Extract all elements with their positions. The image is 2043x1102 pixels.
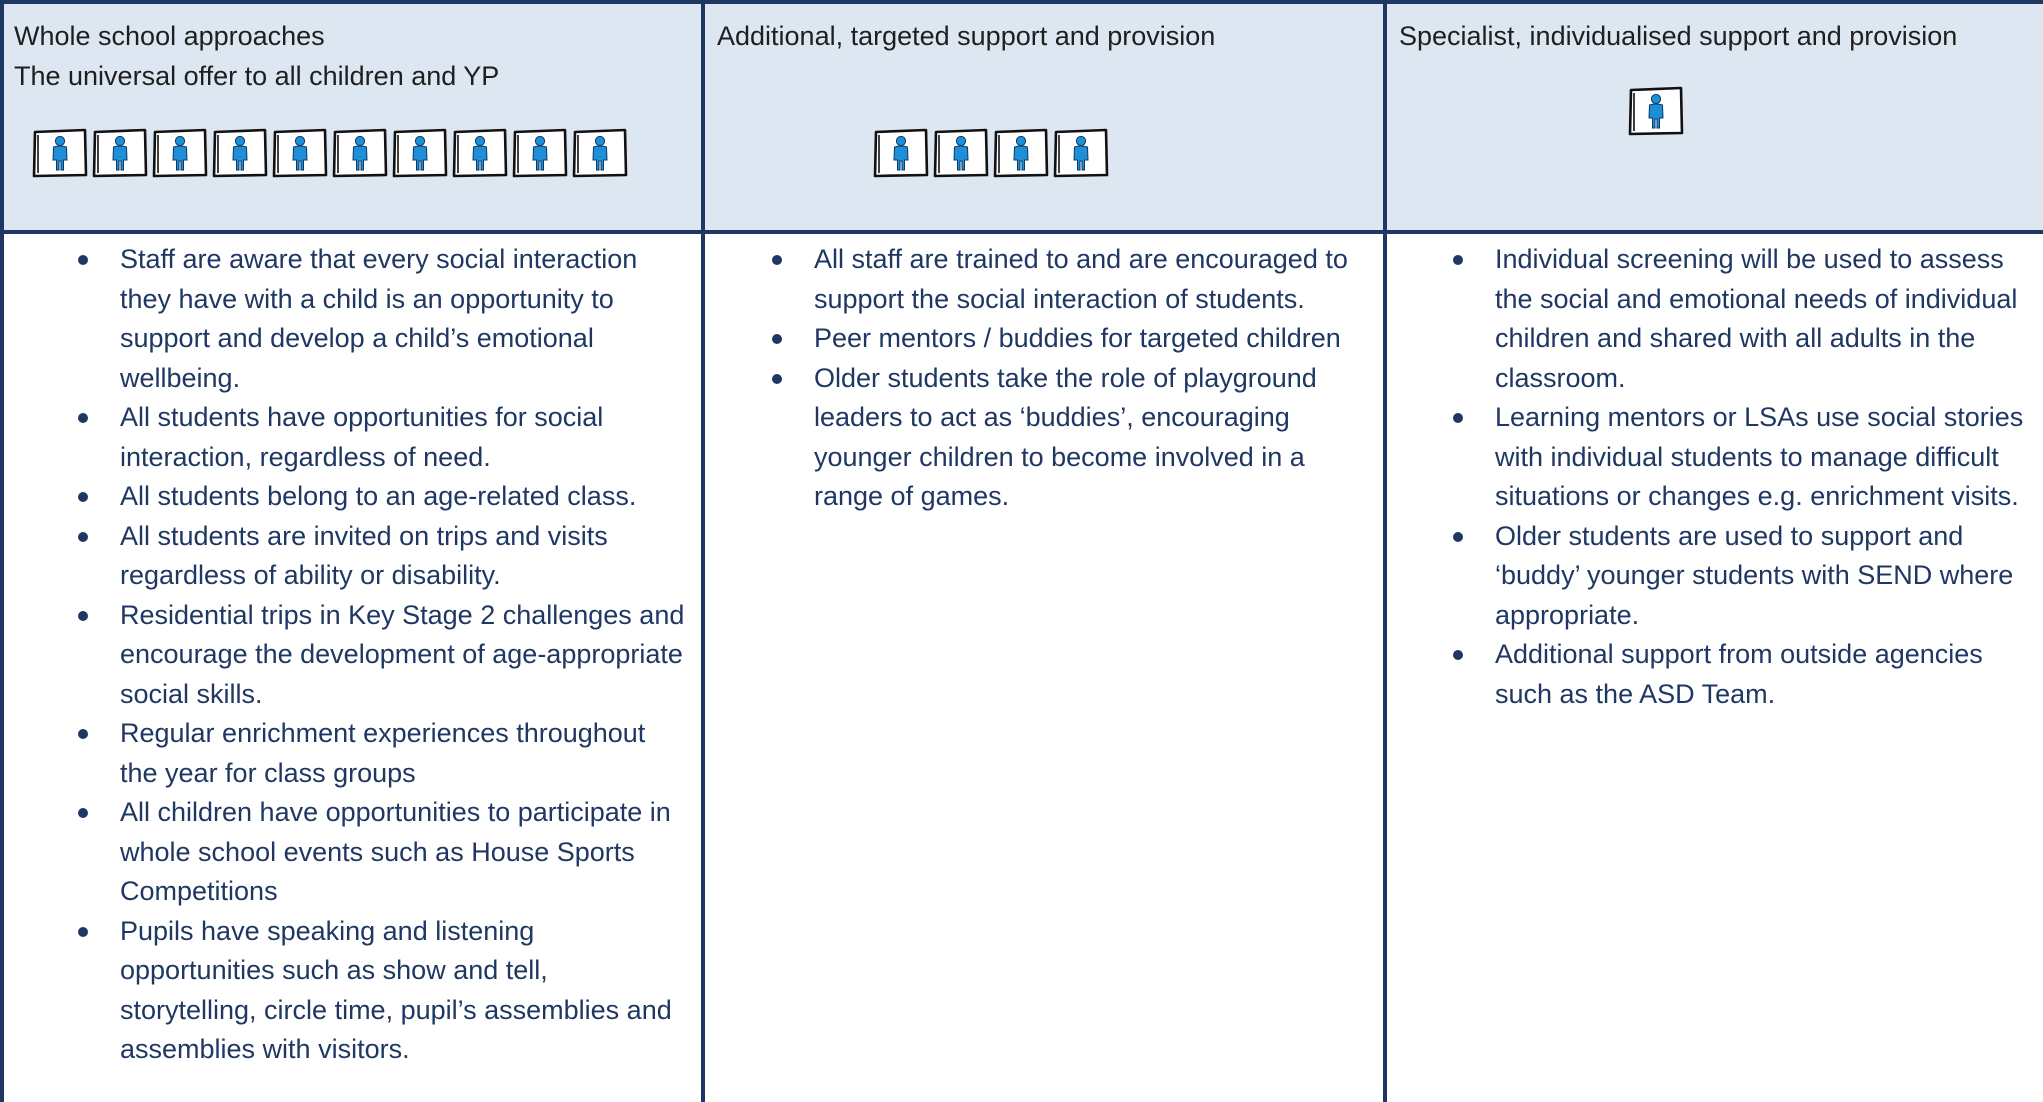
list-item-text: All students have opportunities for social interaction, regardless of need. (120, 402, 604, 472)
person-card-icon (991, 126, 1051, 180)
person-card-icon (30, 126, 90, 180)
body-cell-specialist (1385, 232, 2043, 1102)
list-item (1495, 398, 2035, 517)
list-item-text: Additional support from outside agencies such as the ASD Team. (1495, 639, 1983, 709)
bullet-dot-icon (772, 255, 782, 265)
header-cell-specialist (1385, 0, 2043, 232)
header-text (1399, 16, 1957, 56)
figure-row (871, 126, 1111, 180)
bullet-dot-icon (1453, 255, 1463, 265)
person-card-icon (871, 126, 931, 180)
table-border-top (0, 0, 2043, 4)
bullet-dot-icon (78, 927, 88, 937)
bullet-list (1495, 240, 2035, 714)
person-card-icon (150, 126, 210, 180)
list-item-text: Older students are used to support and ‘buddy’ younger students with SEND where appropriate. (1495, 520, 2014, 630)
bullet-dot-icon (78, 413, 88, 423)
list-item-text: Pupils have speaking and listening opportunities such as show and tell, storytelling, circle time, pupil’s assemblies and assemblies with visitors. (120, 915, 672, 1064)
person-card-icon (510, 126, 570, 180)
bullet-dot-icon (78, 255, 88, 265)
bullet-dot-icon (1453, 650, 1463, 660)
list-item (1495, 240, 2035, 398)
bullet-dot-icon (772, 334, 782, 344)
list-item-text: Staff are aware that every social interaction they have with a child is an opportunity to support and develop a child’s emotional wellbeing. (120, 244, 638, 393)
list-item (120, 912, 688, 1070)
header-cell-targeted (703, 0, 1385, 232)
table-border-left (0, 0, 4, 1102)
person-card-icon (450, 126, 510, 180)
body-cell-whole-school (0, 232, 703, 1102)
list-item-text: All children have opportunities to participate in whole school events such as House Sports Competitions (120, 797, 671, 906)
person-card-icon (1051, 126, 1111, 180)
list-item (120, 714, 688, 793)
header-text (14, 16, 499, 96)
bullet-list (814, 240, 1374, 517)
list-item-text: Regular enrichment experiences throughout the year for class groups (120, 718, 646, 788)
list-item (120, 793, 688, 912)
list-item (120, 477, 688, 517)
column-subheading: The universal offer to all children and YP (14, 61, 500, 91)
bullet-list (120, 240, 688, 1070)
bullet-dot-icon (78, 729, 88, 739)
person-card-icon (570, 126, 630, 180)
bullet-dot-icon (78, 532, 88, 542)
bullet-dot-icon (78, 492, 88, 502)
bullet-dot-icon (1453, 413, 1463, 423)
list-item (120, 240, 688, 398)
list-item (814, 240, 1374, 319)
person-card-icon (931, 126, 991, 180)
list-item-text: Residential trips in Key Stage 2 challenges and encourage the development of age-appropriate social skills. (120, 599, 685, 709)
header-text (717, 16, 1215, 56)
list-item-text: Peer mentors / buddies for targeted children (814, 323, 1341, 353)
header-divider (0, 230, 2043, 234)
bullet-dot-icon (1453, 532, 1463, 542)
column-heading: Additional, targeted support and provision (717, 21, 1216, 51)
person-card-icon (90, 126, 150, 180)
list-item (120, 398, 688, 477)
list-item (1495, 635, 2035, 714)
column-heading: Specialist, individualised support and provision (1399, 21, 1958, 51)
list-item-text: Learning mentors or LSAs use social stories with individual students to manage difficult situations or changes e.g. enrichment visits. (1495, 402, 2024, 511)
header-cell-whole-school (0, 0, 703, 232)
person-card-icon (270, 126, 330, 180)
bullet-dot-icon (772, 374, 782, 384)
list-item-text: Individual screening will be used to assess the social and emotional needs of individual children and shared with all adults in the classroom. (1495, 244, 2018, 393)
column-divider (1383, 0, 1387, 1102)
body-cell-targeted (703, 232, 1385, 1102)
column-divider (701, 0, 705, 1102)
list-item-text: All students are invited on trips and visits regardless of ability or disability. (120, 520, 608, 590)
list-item (120, 517, 688, 596)
column-heading: Whole school approaches (14, 21, 325, 51)
list-item-text: All students belong to an age-related class. (120, 481, 637, 511)
bullet-dot-icon (78, 808, 88, 818)
bullet-dot-icon (78, 611, 88, 621)
person-card-icon (390, 126, 450, 180)
person-card-icon (330, 126, 390, 180)
list-item (814, 319, 1374, 359)
list-item (120, 596, 688, 715)
list-item (814, 359, 1374, 517)
list-item-text: Older students take the role of playground leaders to act as ‘buddies’, encouraging younger children to become involved in a range of games. (814, 362, 1317, 511)
list-item-text: All staff are trained to and are encouraged to support the social interaction of students. (814, 244, 1348, 314)
figure-row (1626, 84, 1686, 138)
figure-row (30, 126, 630, 180)
list-item (1495, 517, 2035, 636)
person-card-icon (1626, 84, 1686, 138)
person-card-icon (210, 126, 270, 180)
